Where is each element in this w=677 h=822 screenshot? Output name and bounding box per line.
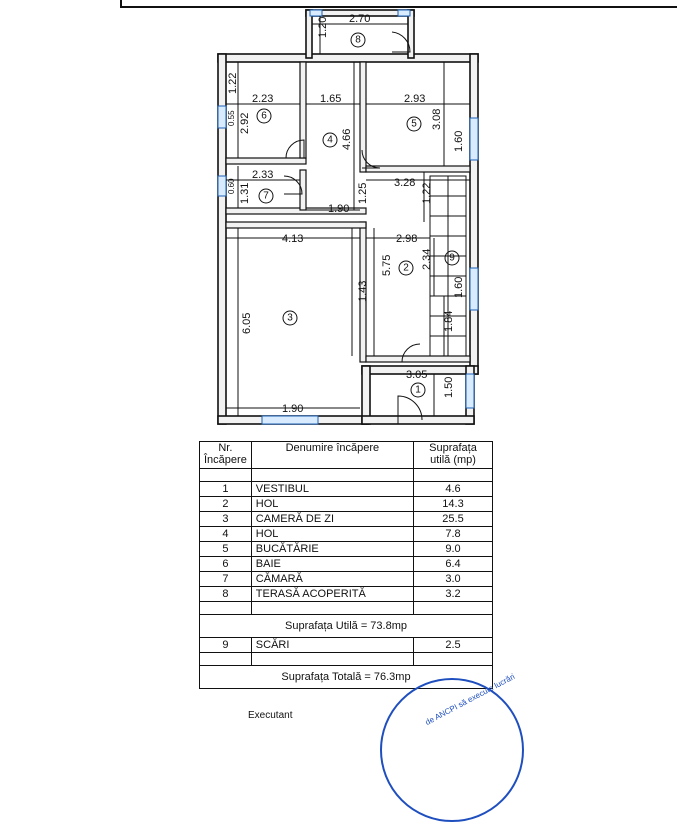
row-area: 3.0 [414,572,493,587]
table-row [200,497,493,512]
dim-stair-depth: 1.22 [421,182,433,204]
useful-area-total: Suprafața Utilă = 73.8mp [200,615,493,638]
dim-hall2-length: 5.75 [381,254,393,276]
svg-text:9: 9 [449,252,455,264]
row-area: 2.5 [414,638,493,653]
table-row [200,587,493,602]
row-area: 9.0 [414,542,493,557]
dim-hall4-length: 4.66 [341,128,353,150]
table-row [200,527,493,542]
dim-r5-depth: 3.08 [431,108,443,130]
dim-hall4-lower: 1.25 [357,182,369,204]
room-marker-9 [445,251,459,265]
svg-text:1: 1 [415,384,421,396]
room-marker-7 [259,189,273,203]
row-name: HOL [251,527,413,542]
dim-r6-depth: 2.92 [239,112,251,134]
table-row [200,512,493,527]
svg-text:7: 7 [263,190,269,202]
dim-hall2-width: 2.98 [396,233,418,245]
row-area: 25.5 [414,512,493,527]
table-header [200,442,493,469]
row-nr: 3 [200,512,252,527]
row-name: SCĂRI [251,638,413,653]
row-area: 4.6 [414,482,493,497]
dim-hall2-lower: 1.84 [443,310,455,332]
room-marker-4 [323,133,337,147]
dim-r7-width: 2.33 [252,169,274,181]
table-spacer [200,653,493,666]
dim-living-window: 1.90 [282,403,304,415]
dim-r6-window: 0.55 [227,110,236,126]
table-row [200,572,493,587]
row-name: HOL [251,497,413,512]
svg-text:6: 6 [261,110,267,122]
dim-r7-window: 0.60 [227,178,236,194]
row-area: 6.4 [414,557,493,572]
executant-label: Executant [248,710,293,721]
header-nr: Nr. Încăpere [200,442,252,469]
table-spacer [200,469,493,482]
dim-r6-width: 2.23 [252,93,274,105]
dim-living-width: 4.13 [282,233,304,245]
row-area: 7.8 [414,527,493,542]
row-name: BAIE [251,557,413,572]
svg-text:3: 3 [287,312,293,324]
dim-living-depth: 6.05 [241,312,253,334]
svg-text:4: 4 [327,134,333,146]
svg-text:5: 5 [411,118,417,130]
header-area: Suprafața utilă (mp) [414,442,493,469]
svg-text:2: 2 [403,262,409,274]
row-nr: 7 [200,572,252,587]
row-nr: 5 [200,542,252,557]
table-row [200,557,493,572]
room-area-table [199,441,493,689]
row-nr: 2 [200,497,252,512]
dim-r7-depth: 1.31 [239,182,251,204]
table-row [200,638,493,653]
dim-vest-width: 3.05 [406,369,428,381]
useful-area-total-row [200,615,493,638]
dim-hall2-window: 1.60 [453,276,465,298]
row-name: CAMERĂ DE ZI [251,512,413,527]
dim-terrace-width: 2.70 [349,13,371,25]
svg-text:8: 8 [355,34,361,46]
row-name: TERASĂ ACOPERITĂ [251,587,413,602]
dim-vest-depth: 1.50 [443,376,455,398]
official-stamp [380,678,524,822]
dim-r5-window: 1.60 [453,130,465,152]
room-marker-6 [257,109,271,123]
row-nr: 4 [200,527,252,542]
row-name: CĂMARĂ [251,572,413,587]
room-marker-1 [411,383,425,397]
dim-terrace-depth: 1.20 [317,16,329,38]
table-spacer [200,602,493,615]
table-row [200,542,493,557]
dim-hall4-width: 1.65 [320,93,342,105]
row-nr: 9 [200,638,252,653]
dim-r5-width: 2.93 [404,93,426,105]
room-marker-5 [407,117,421,131]
row-area: 3.2 [414,587,493,602]
row-area: 14.3 [414,497,493,512]
room-marker-2 [399,261,413,275]
table-row [200,482,493,497]
stamp-text: de ANCPI să execute lucrări [423,672,517,727]
room-marker-8 [351,33,365,47]
row-nr: 1 [200,482,252,497]
dim-r7-bottom: 1.90 [328,203,350,215]
dim-living-inner: 1.43 [357,280,369,302]
row-name: BUCĂTĂRIE [251,542,413,557]
row-nr: 8 [200,587,252,602]
header-name: Denumire încăpere [251,442,413,469]
room-marker-3 [283,311,297,325]
grand-total: Suprafața Totală = 76.3mp [200,666,493,689]
dim-stair-length: 2.34 [421,248,433,270]
row-nr: 6 [200,557,252,572]
dim-stair-top: 3.28 [394,177,416,189]
dim-r6-top: 1.22 [227,72,239,94]
row-name: VESTIBUL [251,482,413,497]
